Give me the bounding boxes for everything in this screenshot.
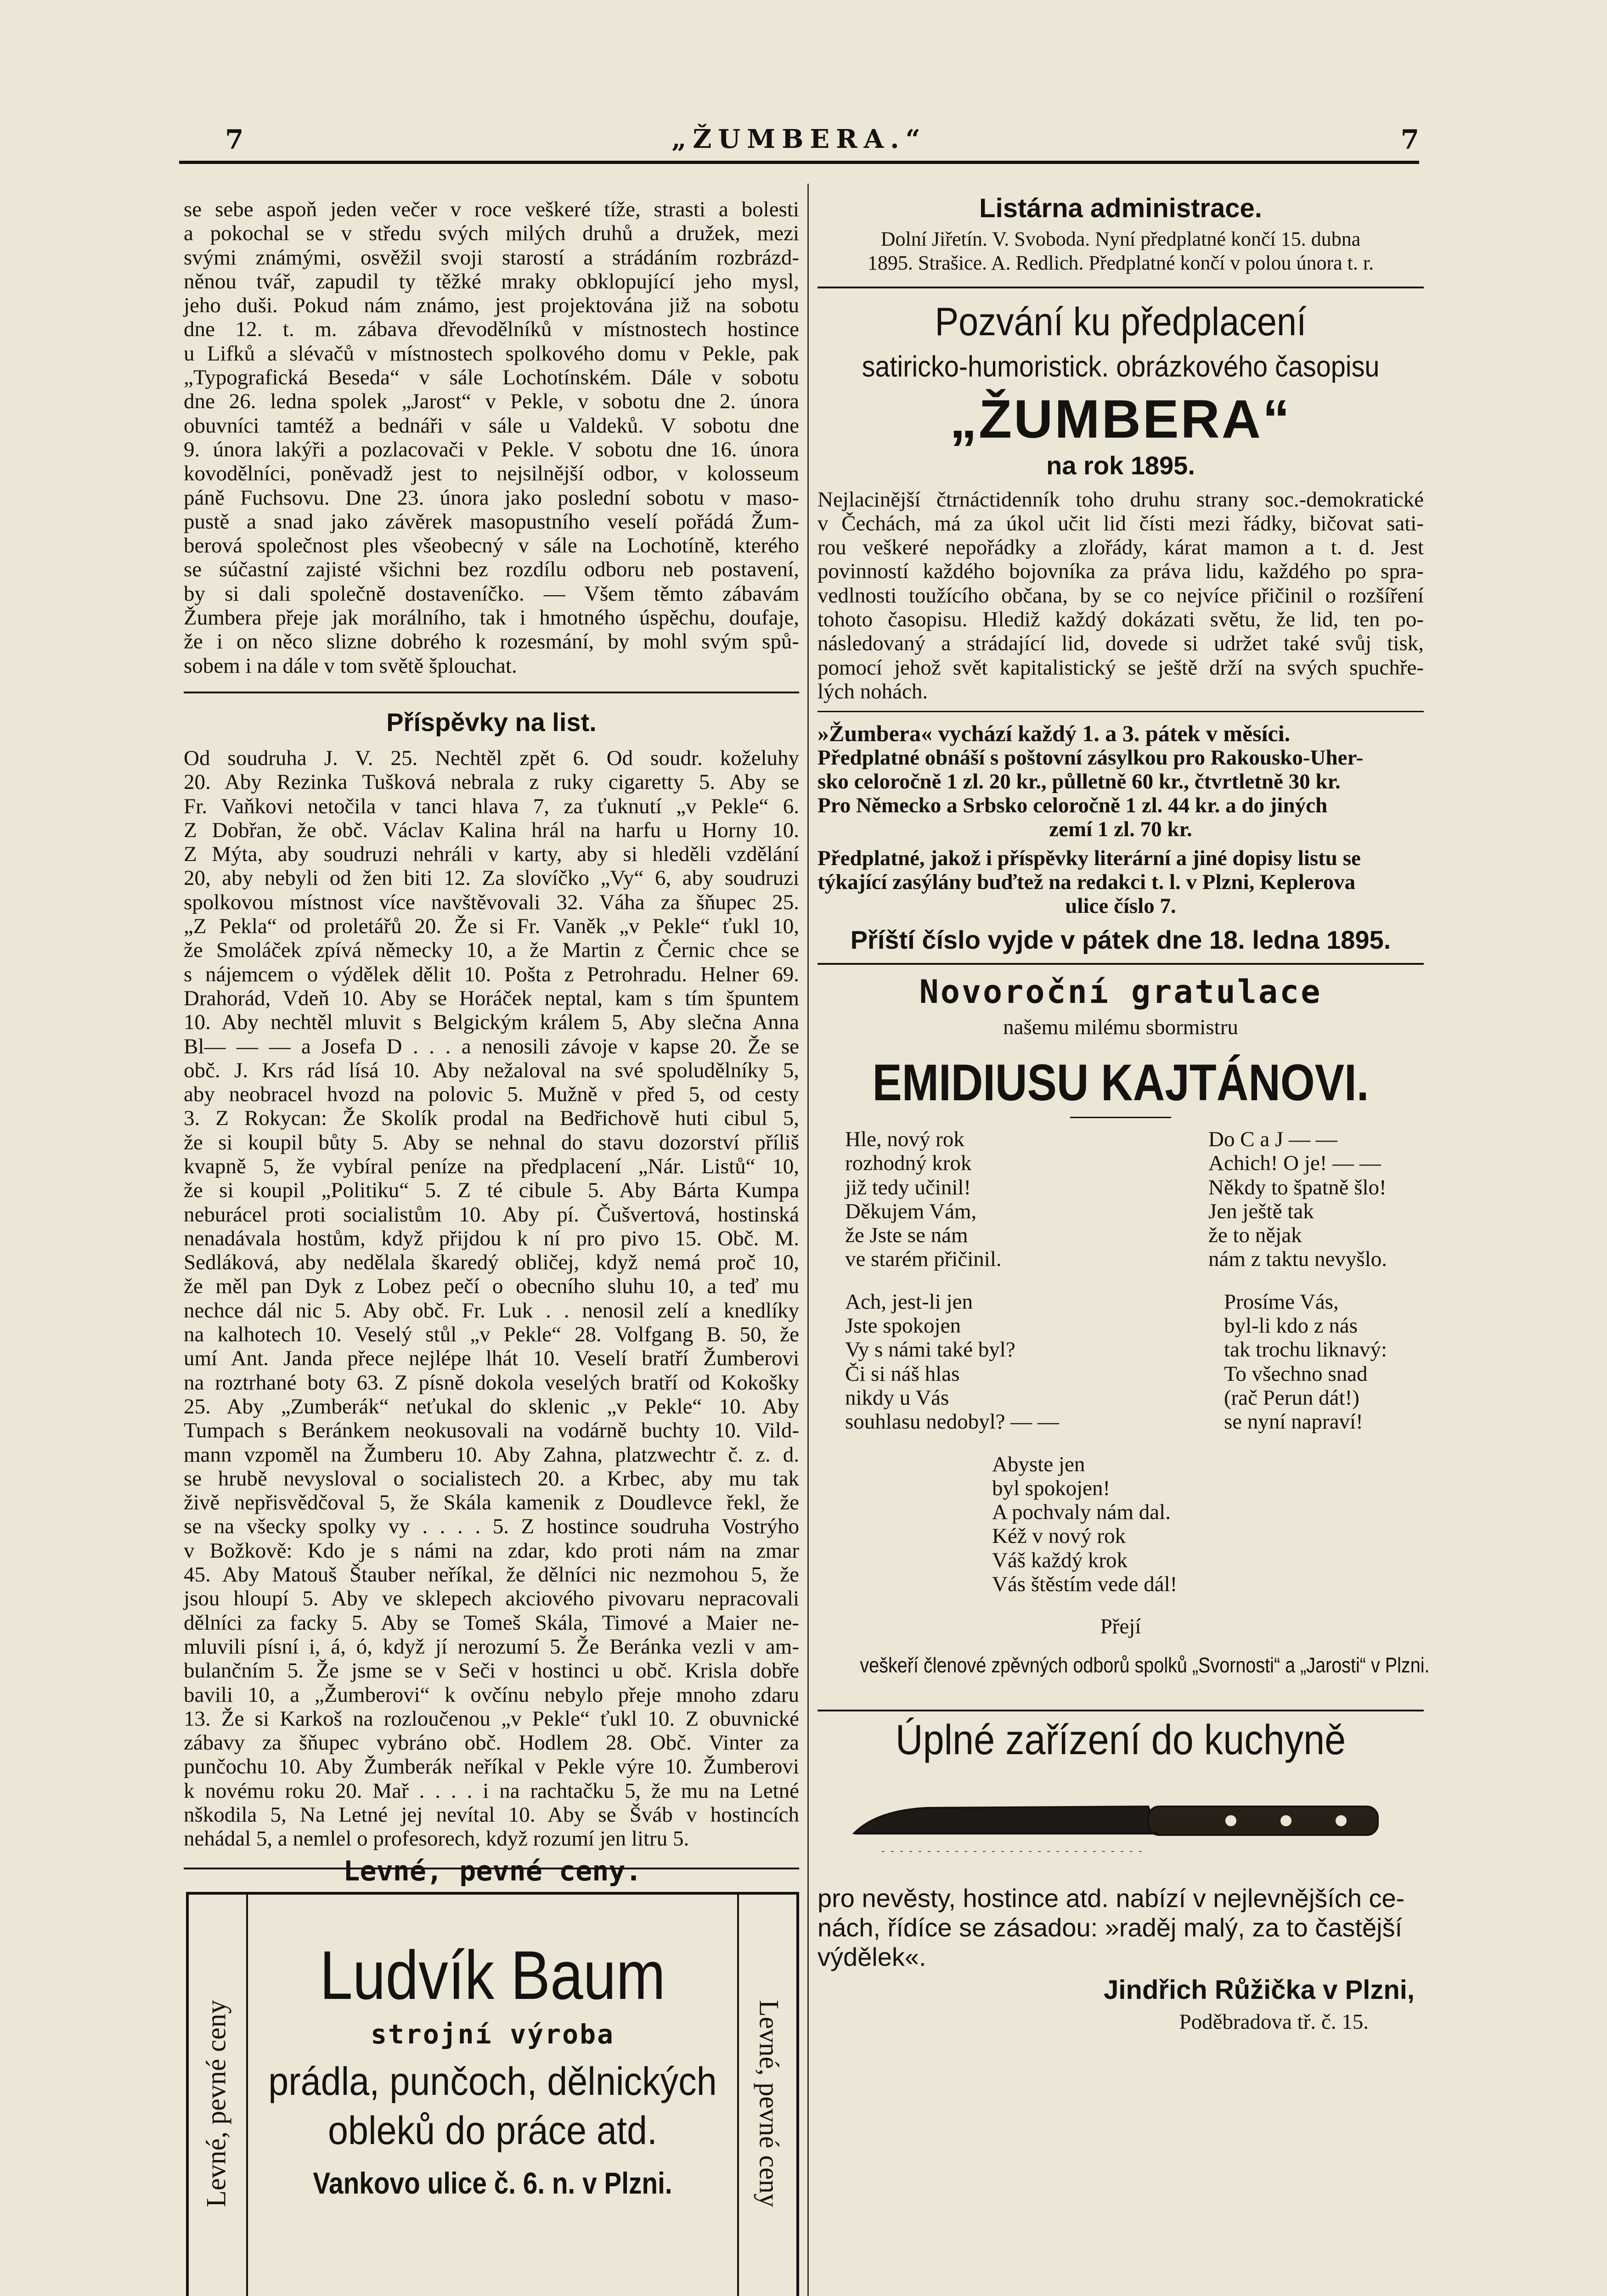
- contribution-line: umí Ant. Janda přece nejlépe lhát 10. Veselí bratří Žumberovi: [184, 1346, 799, 1371]
- contribution-line: 10. Aby nechtěl mluvit s Belgickým králem 5, Aby slečna Anna: [184, 1010, 799, 1035]
- poem-block-1: [818, 1127, 1424, 1272]
- greeting-divider-top: [818, 963, 1424, 965]
- baum-ad-side-left: [189, 1895, 244, 2296]
- invite-body-line: pomocí jehož svět kapitalistický se ještě drží na svých spuchře-: [818, 655, 1424, 680]
- poem-line: Jen ještě tak: [1208, 1199, 1314, 1223]
- poem-line: Váš každý krok: [992, 1548, 1128, 1572]
- contribution-line: 20, aby nebyli od žen biti 12. Za slovíčko „Vy“ 6, aby soudruzi: [184, 866, 799, 890]
- contribution-line: neburácel proti socialistům 10. Aby pí. Čušvertová, hostinská: [184, 1202, 799, 1227]
- contribution-line: na roztrhané boty 63. Z písně dokola veselých bratří od Kokošky: [184, 1370, 799, 1395]
- article-line: jeho duši. Pokud nám známo, jest projektována již na sobotu: [184, 293, 799, 318]
- kitchen-title: Úplné zařízení do kuchyně: [895, 1716, 1346, 1763]
- poem-line: rozhodný krok: [845, 1151, 972, 1176]
- poem-line: To všechno snad: [1224, 1362, 1368, 1386]
- contribution-line: nškodila 5, Na Letné jej nevítal 10. Aby se Šváb v hostincích: [184, 1803, 799, 1827]
- contribution-line: k novému roku 20. Mař . . . . i na rachtačku 5, že mu na Letné: [184, 1778, 799, 1803]
- baum-ad-center: [246, 1895, 739, 2296]
- invite-subscription-6: týkající zasýlány buďtež na redakci t. l. v Plzni, Keplerova: [818, 870, 1356, 895]
- listarna-line2: 1895. Strašice. A. Redlich. Předplatné končí v polou února t. r.: [867, 252, 1374, 275]
- contribution-line: punčochu 10. Aby Žumberák neříkal v Pekle výre 10. Žumberovi: [184, 1755, 799, 1779]
- article-line: svými známými, osvěžil svoji starostí a strádáním rozbrázd-: [184, 245, 799, 270]
- contribution-line: Fr. Vaňkovi netočila v tanci hlava 7, za ťuknutí „v Pekle“ 6.: [184, 794, 799, 818]
- invite-subscription-4: zemí 1 zl. 70 kr.: [1049, 817, 1192, 842]
- article-line: se súčastní zajisté všichni bez rozdílu odboru neb postavení,: [184, 557, 799, 582]
- kitchen-seller: Jindřich Růžička v Plzni,: [1104, 1975, 1415, 2005]
- baum-ad-side-left-text: Levné, pevné ceny: [201, 2000, 231, 2207]
- article-line: páně Fuchsovu. Dne 23. února jako poslední sobotu v maso-: [184, 485, 799, 510]
- column-divider: [807, 184, 809, 2296]
- baum-ad-line2: obleků do práce atd.: [328, 2109, 657, 2153]
- contribution-line: spolkovou místnost více navštěvovali 32. Váha za šňupec 25.: [184, 890, 799, 914]
- contribution-line: 25. Aby „Zumberák“ neťukal do sklenic „v Pekle“ 10. Aby: [184, 1394, 799, 1418]
- contribution-line: obč. J. Krs rád lísá 10. Aby nežaloval na své spoludělníky 5,: [184, 1058, 799, 1082]
- contribution-line: že Smoláček zpívá německy 10, a že Martin z Černic chce se: [184, 938, 799, 962]
- article-line: Žumbera přeje jak morálního, tak i hmotného úspěchu, doufaje,: [184, 606, 799, 630]
- left-column: [184, 184, 799, 1869]
- invite-body: [818, 488, 1424, 704]
- contribution-line: se na všecky spolky vy . . . . 5. Z hostince soudruha Vostrýho: [184, 1514, 799, 1539]
- poem-right-2: [1224, 1290, 1387, 1434]
- poem-line: ve starém přičinil.: [845, 1247, 1002, 1272]
- contribution-line: s nájemcem o výdělek dělit 10. Pošta z Petrohradu. Helner 69.: [184, 962, 799, 986]
- baum-ad-name: Ludvík Baum: [320, 1936, 665, 2014]
- poem-line: se nyní napraví!: [1224, 1410, 1363, 1434]
- baum-ad-top-banner: Levné, pevné ceny.: [343, 1855, 642, 1887]
- poem-left-2: [845, 1290, 1059, 1434]
- poem-line: Vy s námi také byl?: [845, 1338, 1015, 1362]
- contribution-line: Tumpach s Beránkem neokusovali na vodárně buchty 10. Vild-: [184, 1418, 799, 1443]
- contributions-title: Příspěvky na list.: [386, 707, 597, 737]
- contribution-line: Od soudruha J. V. 25. Nechtěl zpět 6. Od soudr. koželuhy: [184, 746, 799, 770]
- contribution-line: že měl pan Dyk z Lobez pečí o obecního sluhu 10, a teď mu: [184, 1274, 799, 1299]
- baum-ad-side-right: [741, 1895, 796, 2296]
- poem-line: souhlasu nedobyl? — —: [845, 1410, 1060, 1434]
- invite-divider: [818, 711, 1424, 712]
- article-line: dne 26. ledna spolek „Jarost“ v Pekle, v sobotu dne 2. února: [184, 389, 799, 414]
- contribution-line: Z Dobřan, že obč. Václav Kalina hrál na harfu u Horny 10.: [184, 818, 799, 842]
- invite-body-line: Nejlacinější čtrnáctidenník toho druhu strany soc.-demokratické: [818, 487, 1424, 512]
- invite-body-line: v Čechách, má za úkol učit lid čísti mezi řádky, bičovat sati-: [818, 511, 1424, 535]
- poem-line: Prosíme Vás,: [1224, 1289, 1339, 1314]
- article-line: u Lifků a slévačů v místnostech spolkového domu v Pekle, pak: [184, 341, 799, 366]
- poem-right-1: [1208, 1127, 1387, 1272]
- contribution-line: bavili 10, a „Žumberovi“ k ovčínu nebylo přeje mnoho zdaru: [184, 1683, 799, 1707]
- invite-subscription-5: Předplatné, jakož i příspěvky literární a jiné dopisy listu se: [818, 846, 1361, 870]
- contribution-line: jsou hloupí 5. Aby ve sklepech akciového pivovaru nepracovali: [184, 1587, 799, 1611]
- article-line: a pokochal se v středu svých milých druhů a družek, mezi: [184, 221, 799, 246]
- greeting-signature: veškeří členové zpěvných odborů spolků „Svornosti“ a „Jarosti“ v Plzni.: [860, 1653, 1430, 1677]
- article-line: „Typografická Beseda“ v sále Lochotínském. Dále v sobotu: [184, 366, 799, 390]
- contribution-line: Drahorád, Vdeň 10. Aby se Horáček neptal, kam s tím špuntem: [184, 986, 799, 1010]
- invite-body-line: tohoto časopisu. Hlediž každý dokázati světu, že lid, ten po-: [818, 608, 1424, 632]
- contribution-line: živě nepřisvědčoval 5, že Skála kamenik z Doudlevce řekl, že: [184, 1491, 799, 1515]
- kitchen-line2: nách, řídíce se zásadou: »raděj malý, za to častější: [818, 1913, 1403, 1942]
- contribution-line: mluvili písní i, á, ó, když jí nerozumí 5. Že Beránka vezli v am-: [184, 1634, 799, 1659]
- contribution-line: aby neobracel hvozd na polovic 5. Mužně v před 5, od cesty: [184, 1082, 799, 1107]
- poem-block-2: [818, 1290, 1424, 1434]
- greeting-title: Novoroční gratulace: [919, 973, 1322, 1011]
- baum-ad-tagline: strojní výroba: [371, 2019, 615, 2050]
- article-line: kovodělníci, poněvadž jest to nejsilnější odbor, v kolosseum: [184, 461, 799, 486]
- contribution-line: 3. Z Rokycan: Že Skolík prodal na Bedřichově huti cibul 5,: [184, 1106, 799, 1131]
- kitchen-address: Poděbradova tř. č. 15.: [1179, 2009, 1369, 2034]
- article-line: něnou tvář, zapudil ty těžké mraky obklopující jeho mysl,: [184, 269, 799, 293]
- invite-subscription-3: Pro Německo a Srbsko celoročně 1 zl. 44 kr. a do jiných: [818, 793, 1328, 818]
- contribution-line: mann vzpoměl na Žumberu 10. Aby Zahna, platzwechtr č. z. d.: [184, 1442, 799, 1467]
- article-line: že i on něco slizne dobrého k rozesmání, by mohl svým spů-: [184, 630, 799, 654]
- header-rule: [179, 161, 1419, 164]
- baum-ad-line1: prádla, punčoch, dělnických: [268, 2060, 717, 2104]
- invite-body-line: vedlnosti toužícího občana, by se co nejvíce přičinil o rozšíření: [818, 583, 1424, 608]
- poem-line: Vás štěstím vede dál!: [992, 1572, 1178, 1596]
- kitchen-line1: pro nevěsty, hostince atd. nabízí v nejlevnějších ce-: [818, 1883, 1405, 1913]
- article-line: dne 12. t. m. zábava dřevodělníků v místnostech hostince: [184, 317, 799, 342]
- contribution-line: nenadávala hostům, když přijdou k ní pro pivo 15. Obč. M.: [184, 1226, 799, 1250]
- poem-line: (rač Perun dát!): [1224, 1385, 1359, 1410]
- article-line: 9. února lakýři a pozlacovači v Pekle. V sobotu dne 16. února: [184, 437, 799, 461]
- contribution-line: 45. Aby Matouš Štauber neříkal, že dělníci nic nezmohou 5, že: [184, 1563, 799, 1587]
- greeting-wish: Přejí: [1100, 1615, 1141, 1639]
- poem-line: již tedy učinil!: [845, 1175, 971, 1199]
- invite-frequency: »Žumbera« vychází každý 1. a 3. pátek v měsíci.: [818, 720, 1291, 747]
- kitchen-line3: výdělek«.: [818, 1942, 926, 1971]
- contribution-line: dělníci za facky 5. Aby se Tomeš Skála, Timové a Maier ne-: [184, 1610, 799, 1635]
- article-line: obuvníci tamtéž a bednáři v sále u Valdeků. V sobotu dne: [184, 413, 799, 438]
- invite-paper-name: „ŽUMBERA“: [950, 388, 1291, 450]
- poem-line: Někdy to špatně šlo!: [1208, 1175, 1387, 1199]
- article-line: pustě a snad jako závěrek masopustního veselí pořádá Žum-: [184, 509, 799, 534]
- contribution-line: kvapně 5, že vybíral peníze na předplacení „Nár. Listů“ 10,: [184, 1154, 799, 1178]
- invite-body-line: rou veškeré nepořádky a zlořády, kárat mamon a t. d. Jest: [818, 535, 1424, 560]
- invite-subscription-7: ulice číslo 7.: [1065, 894, 1176, 918]
- poem-line: Achich! O je! — —: [1208, 1151, 1381, 1176]
- baum-advertisement: [186, 1892, 799, 2296]
- contribution-line: Z Mýta, aby soudruzi nehráli v karty, aby si hleděli vzdělání: [184, 842, 799, 867]
- listarna-title: Listárna administrace.: [979, 193, 1262, 223]
- right-column: [818, 193, 1430, 2034]
- greeting-subtitle: našemu milému sbormistru: [1003, 1015, 1238, 1039]
- poem-line: A pochvaly nám dal.: [992, 1500, 1171, 1525]
- page-number-right: 7: [1400, 124, 1419, 155]
- poem-center: [992, 1452, 1424, 1597]
- poem-line: tak trochu liknavý:: [1224, 1338, 1387, 1362]
- invite-body-line: lých nohách.: [818, 679, 928, 703]
- contribution-line: 13. Že si Karkoš na rozloučenou „v Pekle“ ťukl 10. Z obuvnické: [184, 1706, 799, 1731]
- poem-line: nám z taktu nevyšlo.: [1208, 1247, 1387, 1272]
- baum-ad-address: Vankovo ulice č. 6. n. v Plzni.: [313, 2166, 672, 2200]
- greeting-recipient: EMIDIUSU KAJTÁNOVI.: [872, 1053, 1369, 1111]
- article-line: by si dali společně dostaveníčko. — Všem těmto zábavám: [184, 581, 799, 606]
- poem-line: že to nějak: [1208, 1223, 1302, 1248]
- contribution-line: v Božkově: Kdo je s námi na zdar, kdo proti nám na zmar: [184, 1538, 799, 1563]
- contribution-line: Sedláková, aby nedělala škaredý obličej, když nemá proč 10,: [184, 1250, 799, 1275]
- invite-subscription-2: sko celoročně 1 zl. 20 kr., půlletně 60 kr., čtvrtletně 30 kr.: [818, 769, 1341, 793]
- article-line: se sebe aspoň jeden večer v roce veškeré tíže, strasti a bolesti: [184, 197, 799, 221]
- contribution-line: se hrubě nevysloval o socialistech 20. a Krbec, aby mu tak: [184, 1466, 799, 1491]
- contribution-line: „Z Pekla“ od proletářů 20. Že si Fr. Vaněk „v Pekle“ ťukl 10,: [184, 914, 799, 939]
- article-line: berová společnost ples všeobecný v sále na Lochotíně, kterého: [184, 534, 799, 558]
- poem-line: nikdy u Vás: [845, 1385, 949, 1410]
- article-line: sobem i na dále v tom světě šplouchat.: [184, 653, 517, 678]
- baum-ad-side-right-text: Levné, pevné ceny: [754, 2000, 784, 2207]
- poem-line: že Jste se nám: [845, 1223, 968, 1248]
- greeting-ornament-rule: [1070, 1117, 1171, 1118]
- contribution-line: na kalhotech 10. Veselý stůl „v Pekle“ 28. Volfgang B. 50, že: [184, 1322, 799, 1347]
- invite-subtitle: satiricko-humoristick. obrázkového časopisu: [862, 349, 1380, 383]
- invite-body-line: povinností každého bojovníka za práva lidu, každého po spra-: [818, 559, 1424, 584]
- contribution-line: že si koupil bůty 5. Aby se nehnal do stavu dozorství příliš: [184, 1130, 799, 1154]
- poem-line: Hle, nový rok: [845, 1127, 964, 1151]
- poem-line: Či si náš hlas: [845, 1362, 960, 1386]
- contribution-line: nechce dál nic 5. Aby obč. Fr. Luk . . nenosil zelí a knedlíky: [184, 1298, 799, 1322]
- invite-year: na rok 1895.: [1046, 450, 1195, 480]
- contribution-line: bulančním 5. Že jsme se v Seči v hostinci u obč. Krisla dobře: [184, 1659, 799, 1683]
- article-divider: [184, 692, 799, 693]
- poem-line: Do C a J — —: [1208, 1127, 1337, 1151]
- poem-line: Ach, jest-li jen: [845, 1289, 973, 1314]
- poem-line: Abyste jen: [992, 1452, 1085, 1476]
- invite-subscription-1: Předplatné obnáší s poštovní zásylkou pro Rakousko-Uher-: [818, 745, 1364, 770]
- contribution-line: nehádal 5, a nemlel o profesorech, když rozumí jen litru 5.: [184, 1827, 689, 1851]
- invite-title: Pozvání ku předplacení: [935, 299, 1307, 344]
- contribution-line: 20. Aby Rezinka Tušková nebrala z ruky cigaretty 5. Aby se: [184, 770, 799, 794]
- contributions-text: [184, 746, 799, 1851]
- poem-line: Jste spokojen: [845, 1314, 961, 1338]
- page-header: [179, 124, 1419, 165]
- invite-body-line: následovaný a strádající lid, dovede si udržet také svůj tisk,: [818, 631, 1424, 656]
- kitchen-divider: [818, 1710, 1424, 1711]
- poem-left-1: [845, 1127, 1002, 1272]
- poem-line: Děkujem Vám,: [845, 1199, 977, 1223]
- listarna-line1: Dolní Jiřetín. V. Svoboda. Nyní předplatné končí 15. dubna: [880, 228, 1361, 250]
- page-number-left: 7: [225, 124, 244, 155]
- poem-line: byl spokojen!: [992, 1476, 1111, 1500]
- poem-line: byl-li kdo z nás: [1224, 1314, 1358, 1338]
- contribution-line: zábavy za šňupec vybráno obč. Hodlem 28. Obč. Vinter za: [184, 1731, 799, 1755]
- article-text: [184, 197, 799, 678]
- next-issue: Příští číslo vyjde v pátek dne 18. ledna 1895.: [850, 925, 1391, 954]
- contribution-line: Bl— — — a Josefa D . . . a nenosili závoje v kapse 20. Že se: [184, 1034, 799, 1058]
- poem-line: Kéž v nový rok: [992, 1524, 1126, 1548]
- contribution-line: že si koupil „Politiku“ 5. Z té cibule 5. Aby Bárta Kumpa: [184, 1178, 799, 1203]
- listarna-divider: [818, 287, 1424, 288]
- masthead-title: „ŽUMBERA.“: [671, 124, 927, 154]
- knife-illustration: [827, 1764, 1415, 1884]
